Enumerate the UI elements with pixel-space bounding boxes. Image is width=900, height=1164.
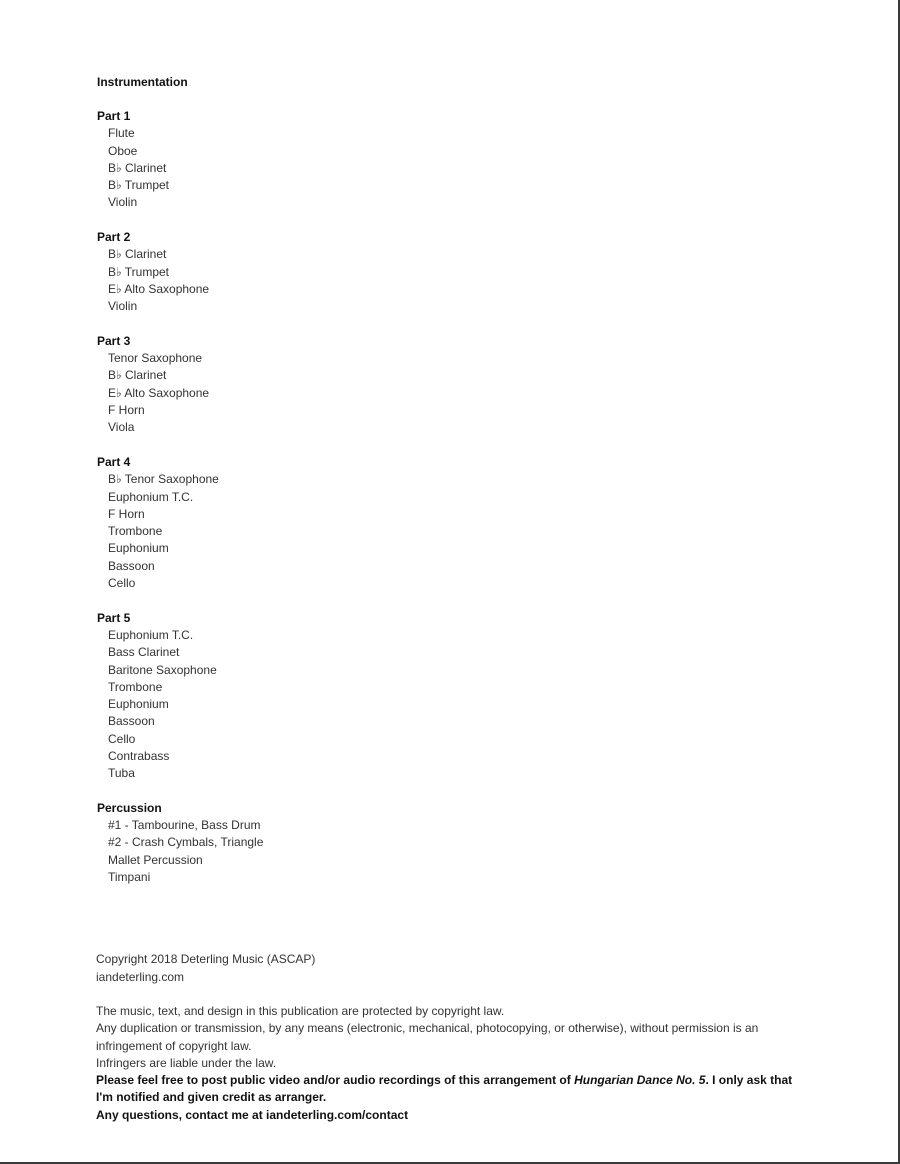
instrument-item: Trombone [108,524,163,539]
instrument-item: F Horn [108,506,145,521]
website-text: iandeterling.com [96,969,185,984]
instrument-item: Euphonium [108,697,169,712]
permission-text-end: . I only ask that I'm notified and given credit as arranger. [96,1073,793,1105]
instrument-item: F Horn [108,403,145,418]
section-heading: Part 3 [97,333,131,348]
instrument-item: Euphonium [108,541,169,556]
section-part-4 [97,454,797,592]
legal-notice [96,1003,796,1124]
instrument-item: B♭ Tenor Saxophone [108,472,219,487]
instrument-item: #1 - Tambourine, Bass Drum [108,818,261,833]
instrument-item: B♭ Clarinet [108,247,167,262]
instrument-item: Euphonium T.C. [108,489,194,504]
section-part-2 [97,229,797,315]
section-heading: Part 4 [97,454,131,469]
copyright-block [96,951,796,986]
instrument-item: Trombone [108,679,163,694]
instrument-item: E♭ Alto Saxophone [108,385,210,400]
contact-notice: Any questions, contact me at iandeterling.com/contact [96,1107,409,1122]
piece-title: Hungarian Dance No. 5 [574,1073,706,1088]
instrument-item: Bass Clarinet [108,645,180,660]
section-heading: Part 1 [97,109,131,123]
instrument-item: #2 - Crash Cymbals, Triangle [108,835,264,850]
instrument-item: Tuba [108,766,135,781]
instrument-item: Timpani [108,870,151,885]
instrument-item: Bassoon [108,558,155,573]
instrument-item: Tenor Saxophone [108,351,203,366]
instrument-item: Cello [108,576,136,591]
page-title: Instrumentation [97,75,188,89]
instrument-item: B♭ Trumpet [108,178,170,193]
instrument-item: Euphonium T.C. [108,627,194,642]
instrumentation-list [97,74,797,904]
section-heading: Part 5 [97,610,131,625]
section-part-1 [97,108,797,212]
instrument-item: Viola [108,420,135,435]
instrument-item: E♭ Alto Saxophone [108,281,210,296]
section-part-3 [97,333,797,437]
instrument-item: Mallet Percussion [108,852,203,867]
copyright-line: Copyright 2018 Deterling Music (ASCAP) [96,952,316,966]
legal-protected: The music, text, and design in this publication are protected by copyright law. [96,1004,505,1018]
legal-infringers: Infringers are liable under the law. [96,1055,277,1070]
section-part-5 [97,610,797,783]
instrument-item: Flute [108,126,135,141]
permission-notice [96,1072,796,1107]
instrument-item: Violin [108,195,138,210]
section-heading: Percussion [97,800,162,815]
instrument-item: Contrabass [108,748,170,763]
section-percussion [97,800,797,886]
legal-duplication: Any duplication or transmission, by any means (electronic, mechanical, photocopying, or otherwise), without permission is an infringement of copyright law. [96,1021,759,1053]
instrument-item: Baritone Saxophone [108,662,217,677]
instrument-item: Cello [108,731,136,746]
permission-text-start: Please feel free to post public video and/or audio recordings of this arrangement of [96,1073,575,1088]
instrument-item: Violin [108,299,138,314]
section-heading: Part 2 [97,230,131,245]
instrument-item: Bassoon [108,714,155,729]
instrument-item: B♭ Clarinet [108,160,167,175]
instrument-item: B♭ Trumpet [108,264,170,279]
instrument-item: B♭ Clarinet [108,368,167,383]
instrument-item: Oboe [108,143,138,158]
